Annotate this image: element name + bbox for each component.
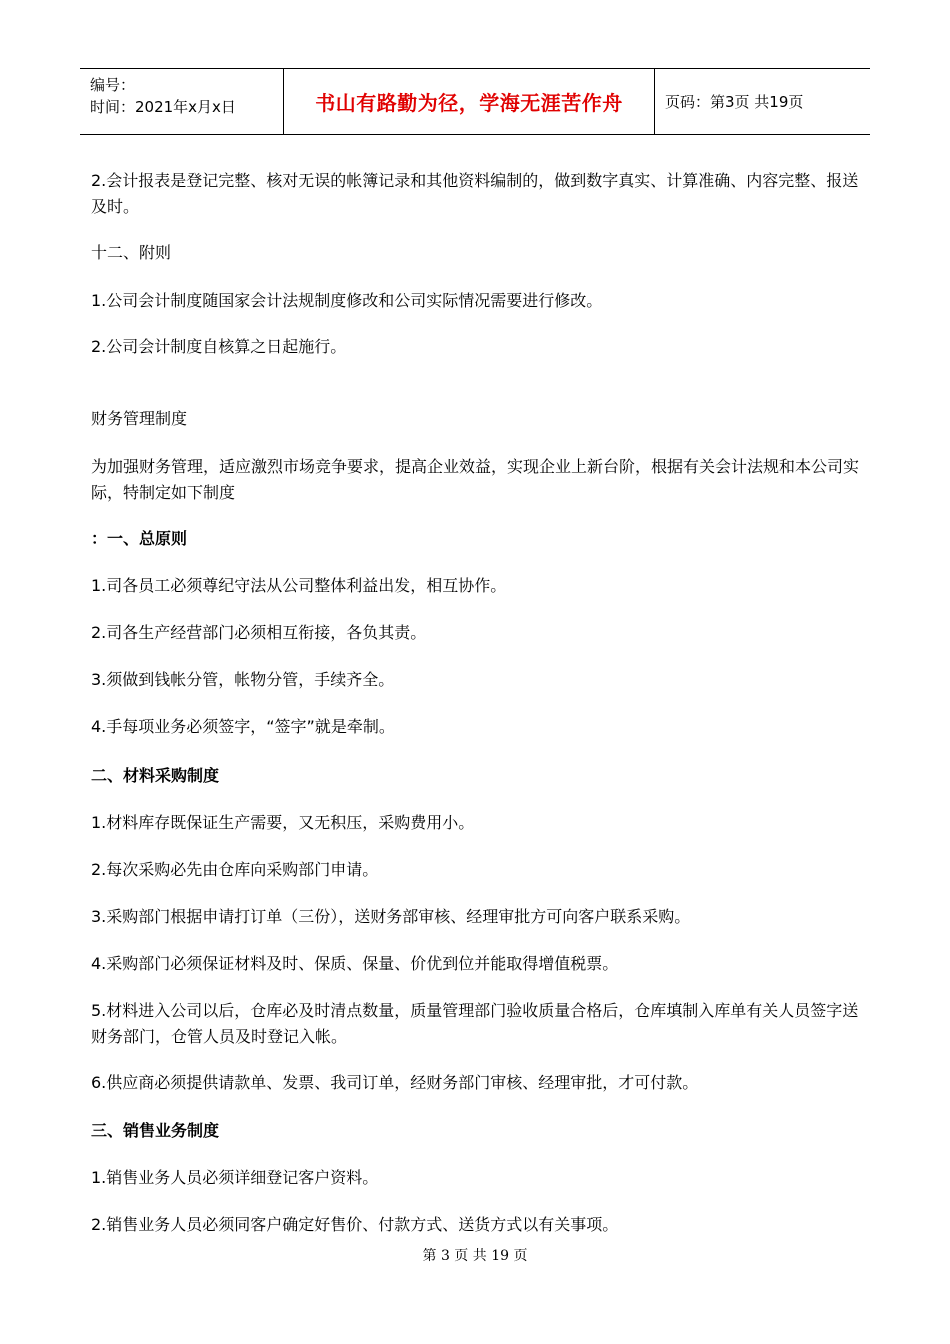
section-heading: 二、材料采购制度 [91, 766, 220, 785]
header-page-info: 页码：第3页 共19页 [665, 93, 804, 111]
paragraph: 2.司各生产经营部门必须相互衔接，各负其责。 [91, 623, 427, 642]
paragraph: 为加强财务管理，适应激烈市场竞争要求，提高企业效益，实现企业上新台阶，根据有关会计法规和本公司实际，特制定如下制度 [91, 457, 860, 502]
page-header [80, 68, 870, 135]
paragraph: 2.公司会计制度自核算之日起施行。 [91, 337, 347, 356]
paragraph: 2.每次采购必先由仓库向采购部门申请。 [91, 860, 379, 879]
paragraph: 3.采购部门根据申请打订单（三份），送财务部审核、经理审批方可向客户联系采购。 [91, 907, 691, 926]
paragraph: 2.会计报表是登记完整、核对无误的帐簿记录和其他资料编制的，做到数字真实、计算准确、内容完整、报送及时。 [91, 171, 859, 216]
header-meta [80, 69, 283, 134]
header-motto: 书山有路勤为径，学海无涯苦作舟 [283, 69, 655, 134]
paragraph: 1.公司会计制度随国家会计法规制度修改和公司实际情况需要进行修改。 [91, 291, 603, 310]
section-title: 财务管理制度 [91, 409, 188, 428]
page-footer: 第 3 页 共 19 页 [422, 1248, 528, 1264]
paragraph: 1.司各员工必须尊纪守法从公司整体利益出发，相互协作。 [91, 576, 507, 595]
section-heading: 三、销售业务制度 [91, 1121, 220, 1140]
section-heading: 十二、附则 [91, 243, 172, 262]
section-heading: ：一、总原则 [91, 529, 188, 548]
document-number: 编号： [90, 76, 136, 94]
paragraph: 6.供应商必须提供请款单、发票、我司订单，经财务部门审核、经理审批，才可付款。 [91, 1073, 699, 1092]
paragraph: 2.销售业务人员必须同客户确定好售价、付款方式、送货方式以有关事项。 [91, 1215, 619, 1234]
paragraph: 4.手每项业务必须签字，“签字”就是牵制。 [91, 717, 395, 736]
paragraph: 5.材料进入公司以后，仓库必及时清点数量，质量管理部门验收质量合格后，仓库填制入库单有关人员签字送财务部门，仓管人员及时登记入帐。 [91, 1001, 859, 1046]
paragraph: 4.采购部门必须保证材料及时、保质、保量、价优到位并能取得增值税票。 [91, 954, 619, 973]
paragraph: 3.须做到钱帐分管，帐物分管，手续齐全。 [91, 670, 395, 689]
paragraph: 1.销售业务人员必须详细登记客户资料。 [91, 1168, 379, 1187]
document-date: 时间：2021年x月x日 [90, 98, 236, 116]
paragraph: 1.材料库存既保证生产需要，又无积压，采购费用小。 [91, 813, 475, 832]
